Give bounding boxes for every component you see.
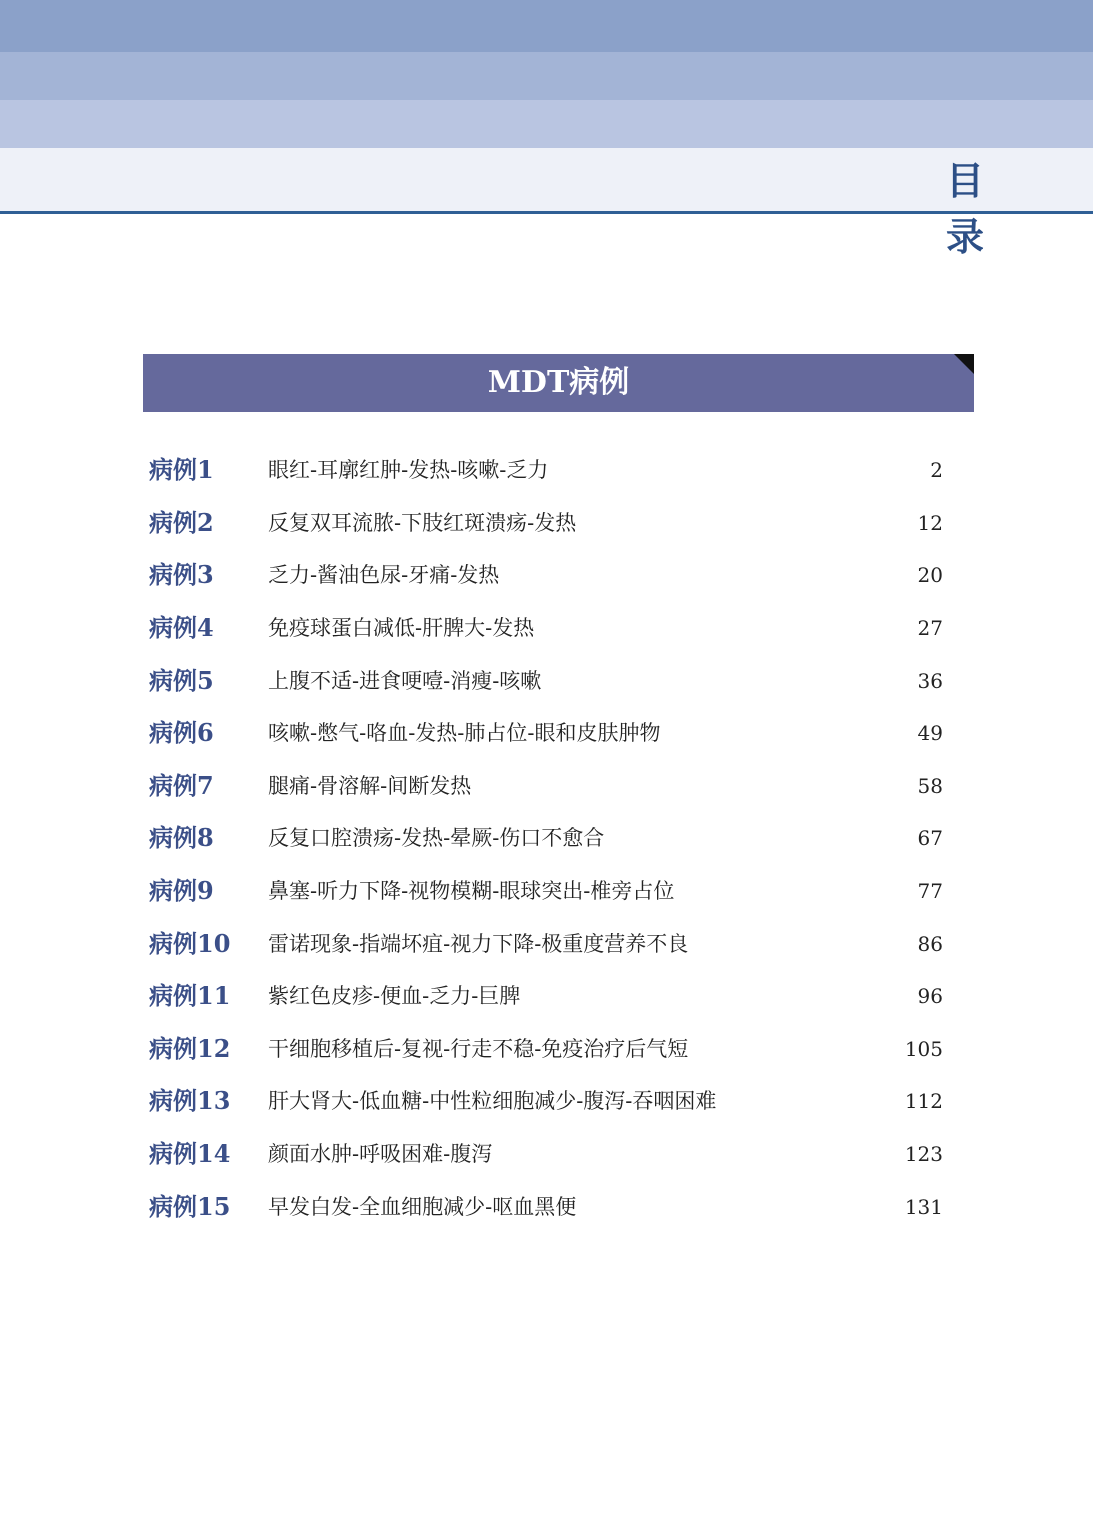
toc-row[interactable] bbox=[0, 1128, 1093, 1180]
page-number: 20 bbox=[917, 563, 943, 587]
toc-row[interactable] bbox=[0, 970, 1093, 1022]
toc-row[interactable] bbox=[0, 760, 1093, 812]
toc-row[interactable] bbox=[0, 497, 1093, 549]
toc-row[interactable] bbox=[0, 812, 1093, 864]
case-label: 病例10 bbox=[149, 929, 231, 958]
corner-fold-icon bbox=[954, 354, 974, 374]
case-title: 干细胞移植后-复视-行走不稳-免疫治疗后气短 bbox=[268, 1037, 689, 1061]
case-title: 雷诺现象-指端坏疽-视力下降-极重度营养不良 bbox=[268, 932, 689, 956]
toc-row[interactable] bbox=[0, 707, 1093, 759]
case-label: 病例9 bbox=[149, 876, 214, 905]
case-label: 病例11 bbox=[149, 981, 231, 1010]
case-title: 紫红色皮疹-便血-乏力-巨脾 bbox=[268, 984, 521, 1008]
case-label: 病例5 bbox=[149, 666, 214, 695]
section-header bbox=[143, 354, 974, 412]
header-rule bbox=[0, 211, 1093, 214]
case-title: 咳嗽-憋气-咯血-发热-肺占位-眼和皮肤肿物 bbox=[268, 721, 661, 745]
page-number: 131 bbox=[904, 1195, 943, 1219]
case-title: 腿痛-骨溶解-间断发热 bbox=[268, 774, 472, 798]
case-label: 病例3 bbox=[149, 560, 214, 589]
page-title: 目 录 bbox=[945, 158, 1024, 259]
page-number: 36 bbox=[917, 669, 943, 693]
case-label: 病例14 bbox=[149, 1139, 231, 1168]
case-label: 病例2 bbox=[149, 508, 214, 537]
case-title: 鼻塞-听力下降-视物模糊-眼球突出-椎旁占位 bbox=[268, 879, 675, 903]
page-number: 105 bbox=[904, 1037, 943, 1061]
case-title: 反复双耳流脓-下肢红斑溃疡-发热 bbox=[268, 511, 577, 535]
page-number: 27 bbox=[917, 616, 943, 640]
page-number: 2 bbox=[930, 458, 943, 482]
case-label: 病例6 bbox=[149, 718, 214, 747]
case-label: 病例12 bbox=[149, 1034, 231, 1063]
case-title: 肝大肾大-低血糖-中性粒细胞减少-腹泻-吞咽困难 bbox=[268, 1089, 717, 1113]
header-band-1 bbox=[0, 0, 1093, 52]
toc-row[interactable] bbox=[0, 1075, 1093, 1127]
case-label: 病例1 bbox=[149, 455, 214, 484]
toc-row[interactable] bbox=[0, 549, 1093, 601]
toc-row[interactable] bbox=[0, 655, 1093, 707]
page-number: 123 bbox=[904, 1142, 943, 1166]
case-title: 颜面水肿-呼吸困难-腹泻 bbox=[268, 1142, 493, 1166]
case-label: 病例4 bbox=[149, 613, 214, 642]
page-number: 58 bbox=[917, 774, 943, 798]
toc-row[interactable] bbox=[0, 602, 1093, 654]
case-title: 反复口腔溃疡-发热-晕厥-伤口不愈合 bbox=[268, 826, 605, 850]
toc-row[interactable] bbox=[0, 918, 1093, 970]
page-number: 96 bbox=[917, 984, 943, 1008]
case-label: 病例8 bbox=[149, 823, 214, 852]
page-number: 112 bbox=[904, 1089, 943, 1113]
case-title: 眼红-耳廓红肿-发热-咳嗽-乏力 bbox=[268, 458, 549, 482]
page-number: 77 bbox=[917, 879, 943, 903]
case-label: 病例15 bbox=[149, 1192, 231, 1221]
page-number: 86 bbox=[917, 932, 943, 956]
case-label: 病例7 bbox=[149, 771, 214, 800]
page-number: 67 bbox=[917, 826, 943, 850]
toc-row[interactable] bbox=[0, 1181, 1093, 1233]
case-title: 乏力-酱油色尿-牙痛-发热 bbox=[268, 563, 500, 587]
page-number: 49 bbox=[917, 721, 943, 745]
case-title: 上腹不适-进食哽噎-消瘦-咳嗽 bbox=[268, 669, 542, 693]
header-band-3 bbox=[0, 100, 1093, 148]
case-title: 免疫球蛋白减低-肝脾大-发热 bbox=[268, 616, 535, 640]
toc-row[interactable] bbox=[0, 444, 1093, 496]
header-band-2 bbox=[0, 52, 1093, 100]
toc-row[interactable] bbox=[0, 865, 1093, 917]
toc-row[interactable] bbox=[0, 1023, 1093, 1075]
page-number: 12 bbox=[917, 511, 943, 535]
case-title: 早发白发-全血细胞减少-呕血黑便 bbox=[268, 1195, 577, 1219]
section-title: MDT病例 bbox=[487, 365, 630, 400]
case-label: 病例13 bbox=[149, 1086, 231, 1115]
